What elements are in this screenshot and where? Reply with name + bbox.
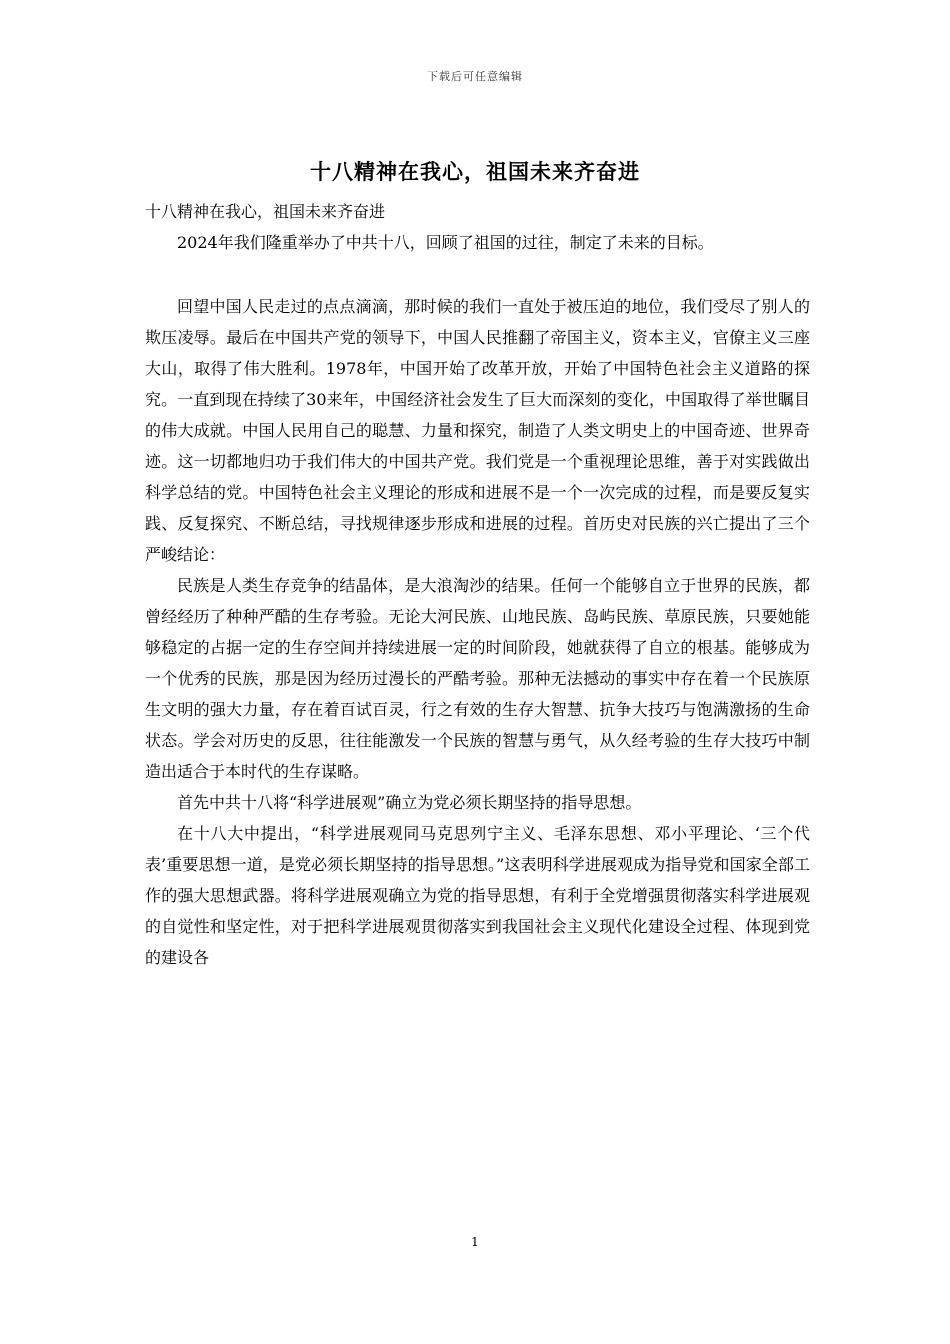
subtitle-paragraph: 十八精神在我心，祖国未来齐奋进 — [145, 202, 386, 221]
body-paragraph: 民族是人类生存竞争的结晶体，是大浪淘沙的结果。任何一个能够自立于世界的民族，都曾经经历了种种严酷的生存考验。无论大河民族、山地民族、岛屿民族、草原民族，只要她能够稳定的占据一定的生存空间并持续进展一定的时间阶段，她就获得了自立的根基。能够成为一个优秀的民族，那是因为经历过漫长的严酷考验。那种无法撼动的事实中存在着一个民族原生文明的强大力量，存在着百试百灵，行之有效的生存大智慧、抗争大技巧与饱满激扬的生命状态。学会对历史的反思，往往能激发一个民族的智慧与勇气，从久经考验的生存大技巧中制造出适合于本时代的生存谋略。 — [145, 576, 810, 781]
body-paragraph: 回望中国人民走过的点点滴滴，那时候的我们一直处于被压迫的地位，我们受尽了别人的欺压凌辱。最后在中国共产党的领导下，中国人民推翻了帝国主义，资本主义，官僚主义三座大山，取得了伟大胜利。1978年，中国开始了改革开放，开始了中国特色社会主义道路的探究。一直到现在持续了30来年，中国经济社会发生了巨大而深刻的变化，中国取得了举世瞩目的伟大成就。中国人民用自己的聪慧、力量和探究，制造了人类文明史上的中国奇迹、世界奇迹。这一切都地归功于我们伟大的中国共产党。我们党是一个重视理论思维，善于对实践做出科学总结的党。中国特色社会主义理论的形成和进展不是一个一次完成的过程，而是要反复实践、反复探究、不断总结，寻找规律逐步形成和进展的过程。首历史对民族的兴亡提出了三个严峻结论： — [145, 297, 810, 564]
body-paragraph: 2024年我们隆重举办了中共十八，回顾了祖国的过往，制定了未来的目标。 — [177, 233, 714, 252]
document-title: 十八精神在我心，祖国未来齐奋进 — [310, 159, 640, 184]
page-number: 1 — [471, 1235, 479, 1249]
page-header-note: 下载后可任意编辑 — [427, 70, 523, 83]
body-paragraph: 首先中共十八将“科学进展观”确立为党必须长期坚持的指导思想。 — [177, 793, 642, 812]
document-body — [145, 196, 810, 973]
body-paragraph: 在十八大中提出，“科学进展观同马克思列宁主义、毛泽东思想、邓小平理论、‘三个代表’重要思想一道，是党必须长期坚持的指导思想。”这表明科学进展观成为指导党和国家全部工作的强大思想武器。将科学进展观确立为党的指导思想，有利于全党增强贯彻落实科学进展观的自觉性和坚定性，对于把科学进展观贯彻落实到我国社会主义现代化建设全过程、体现到党的建设各 — [145, 824, 810, 967]
